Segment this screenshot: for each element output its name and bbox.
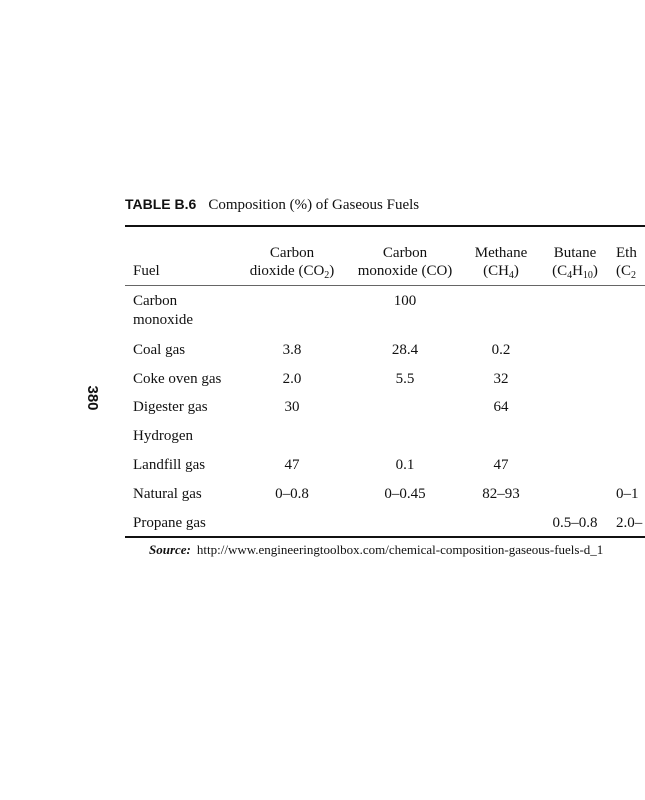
table-cell-c4h10: 0.5–0.8 — [552, 515, 598, 531]
table-cell-ch4: 0.2 — [491, 342, 511, 358]
source-label: Source: — [149, 542, 191, 557]
top-rule — [125, 225, 645, 227]
header-carbon-dioxide: Carbon dioxide $(CO_2)$ — [249, 245, 335, 281]
page-number: 380 — [84, 385, 101, 411]
table-cell-co2: 0–0.8 — [275, 486, 309, 502]
table-cell-ch4: 82–93 — [482, 486, 520, 502]
table-row-fuel: Carbon monoxide — [133, 293, 193, 328]
header-butane: Butane $(C_4H_{10})$ — [552, 245, 598, 281]
table-cell-ch4: 64 — [493, 399, 509, 415]
table-row-fuel: Propane gas — [133, 515, 206, 531]
table-title: Composition (%) of Gaseous Fuels — [208, 197, 420, 213]
bottom-rule — [125, 536, 645, 538]
table-cell-ch4: 32 — [493, 371, 509, 387]
table-cell-c2: 2.0– — [616, 515, 643, 531]
table-row-fuel: Digester gas — [133, 399, 208, 415]
header-methane: Methane $(CH_4)$ — [474, 245, 528, 281]
header-carbon-monoxide: Carbon monoxide (CO) — [357, 245, 453, 279]
table-cell-co: 0.1 — [395, 457, 415, 473]
header-fuel: Fuel — [133, 263, 160, 279]
table-cell-co2: 47 — [284, 457, 300, 473]
table-cell-ch4: 47 — [493, 457, 509, 473]
table-caption — [125, 195, 419, 214]
table-row-fuel: Hydrogen — [133, 428, 193, 444]
table-cell-co: 5.5 — [395, 371, 415, 387]
table-cell-c2: 0–1 — [616, 486, 639, 502]
table-row-fuel: Coke oven gas — [133, 371, 222, 387]
table-cell-co: 0–0.45 — [384, 486, 426, 502]
table-cell-co: 28.4 — [391, 342, 419, 358]
table-cell-co: 100 — [393, 293, 417, 309]
header-ethane: Eth ($C_2$ — [616, 245, 637, 281]
source-url: http://www.engineeringtoolbox.com/chemical-composition-gaseous-fuels-d_1 — [196, 542, 604, 557]
table-label: TABLE B.6 — [125, 196, 197, 212]
table-row-fuel: Coal gas — [133, 342, 186, 358]
table-cell-co2: 2.0 — [282, 371, 302, 387]
table-source — [149, 542, 603, 558]
table-row-fuel: Natural gas — [133, 486, 202, 502]
header-rule — [125, 285, 645, 286]
table-row-fuel: Landfill gas — [133, 457, 206, 473]
table-cell-co2: 30 — [284, 399, 300, 415]
table-cell-co2: 3.8 — [282, 342, 302, 358]
